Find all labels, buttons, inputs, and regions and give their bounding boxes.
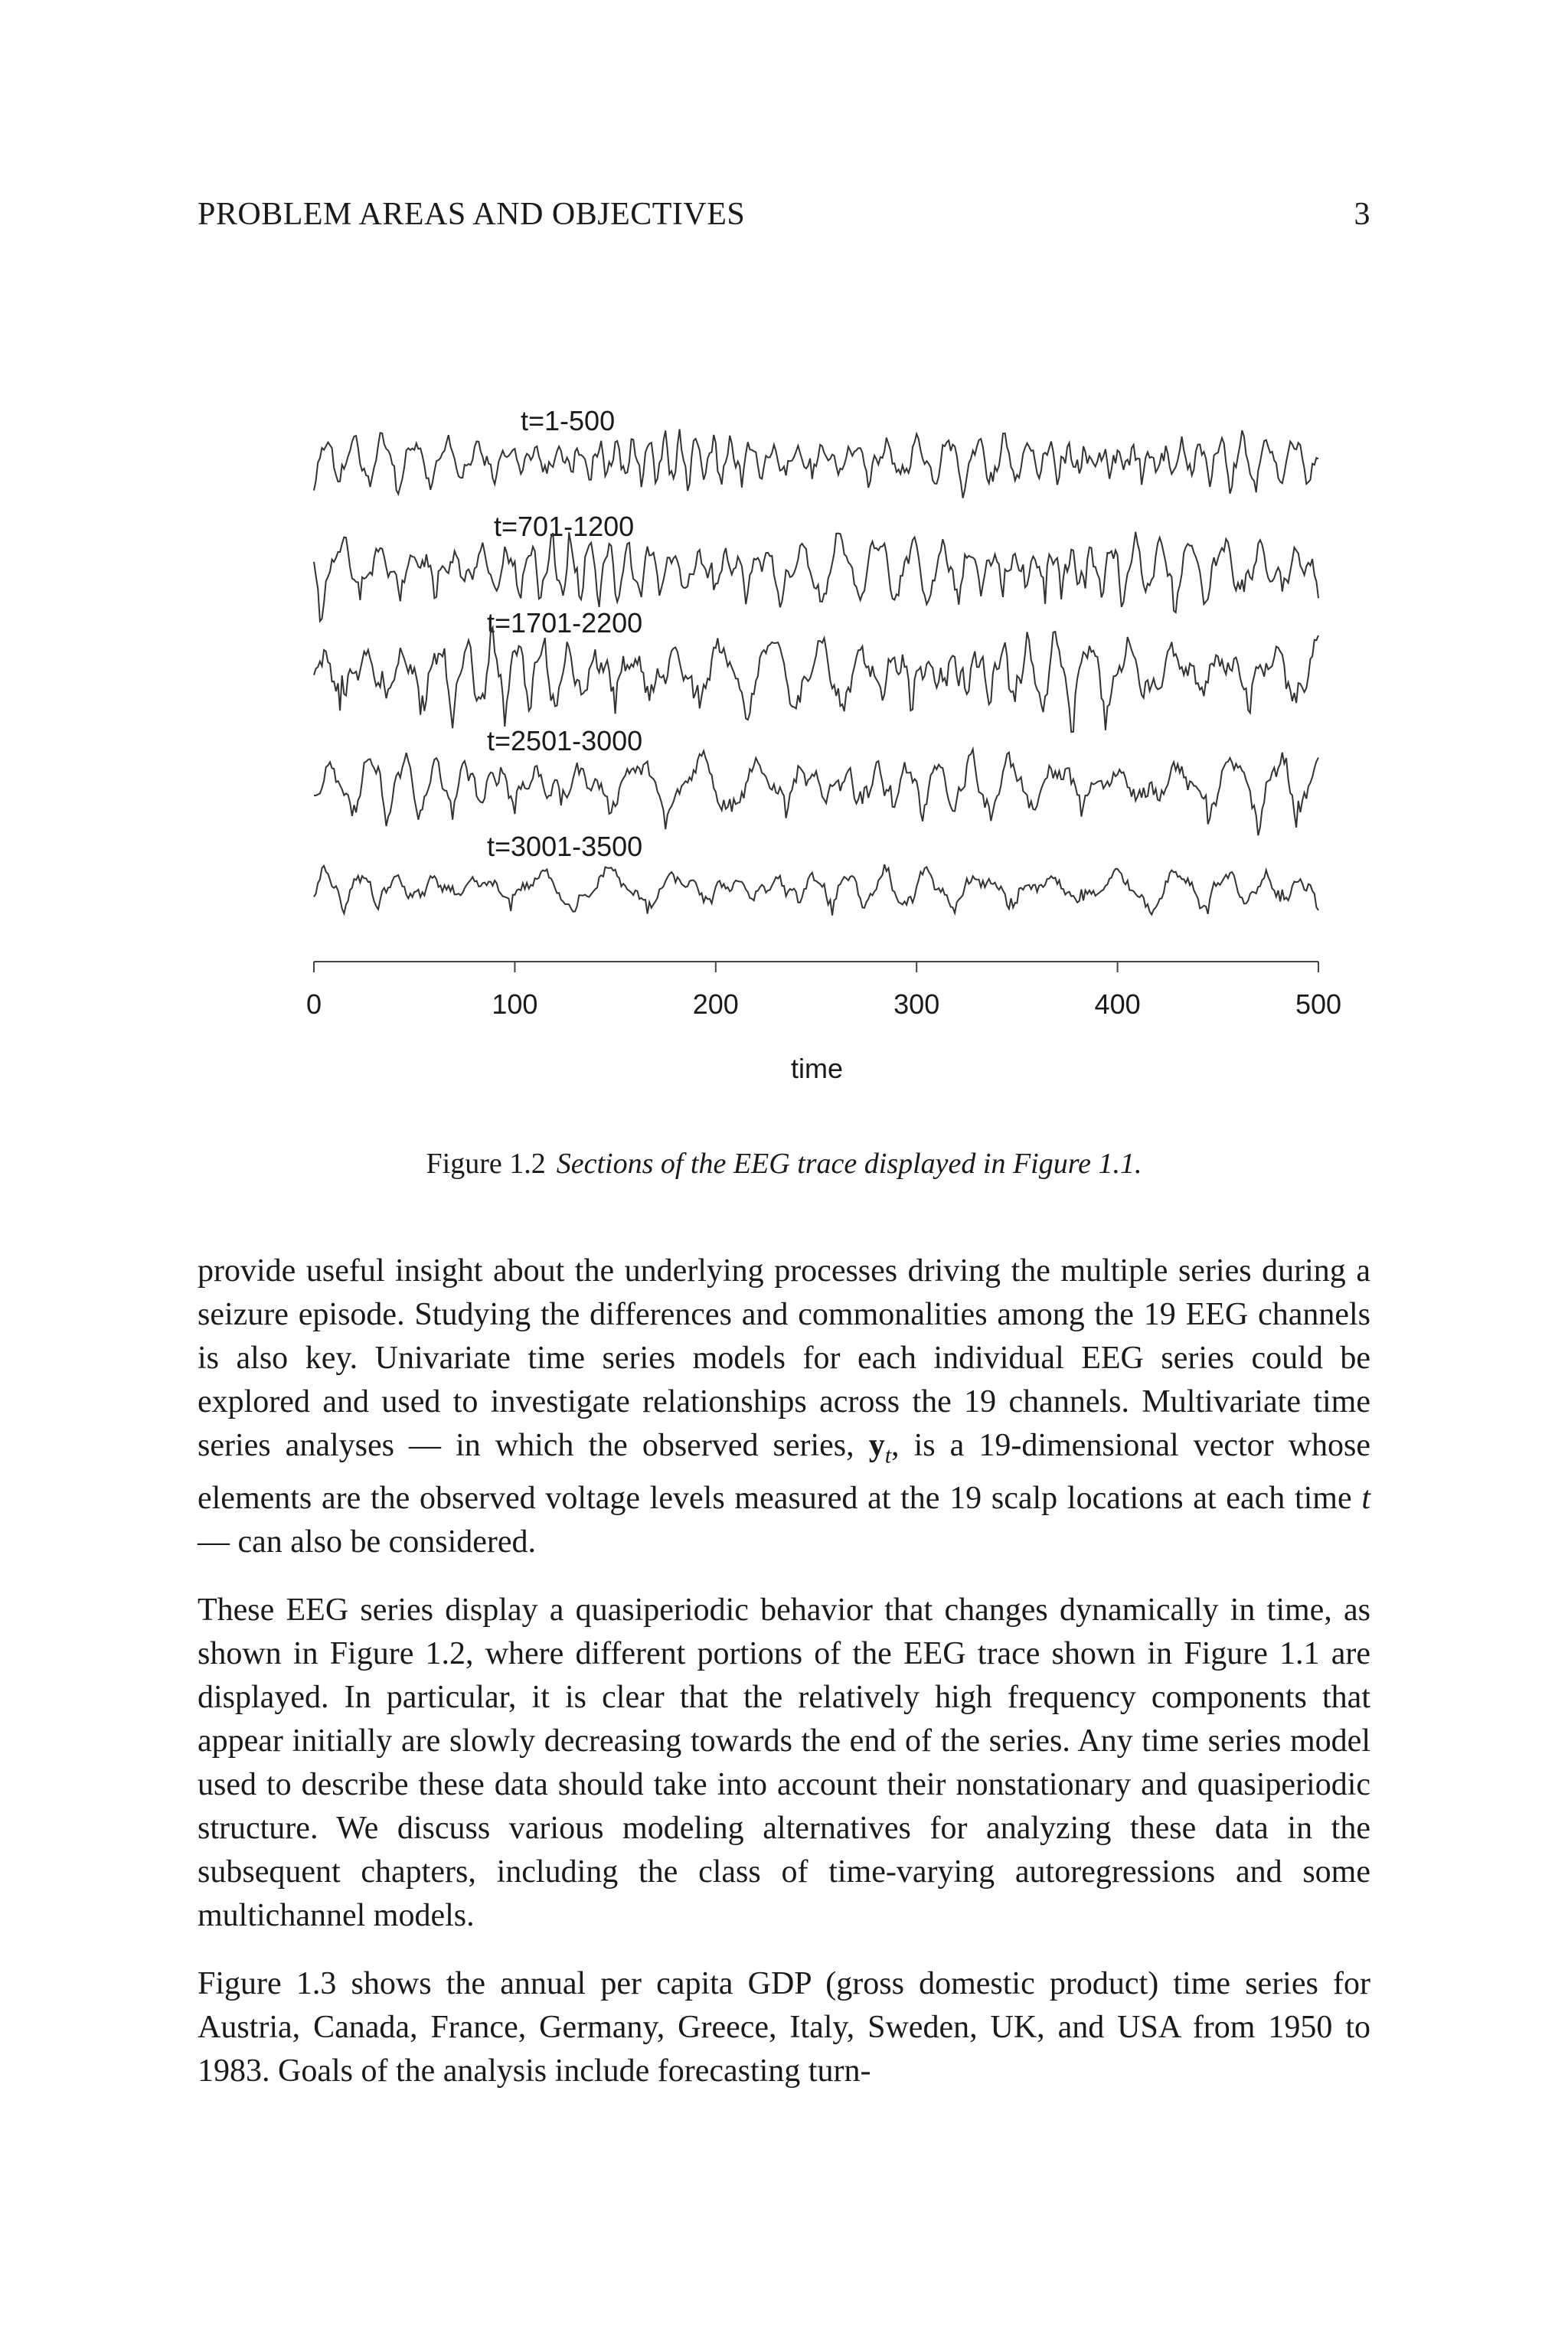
running-head-title: PROBLEM AREAS AND OBJECTIVES xyxy=(198,197,746,232)
paragraph-3: Figure 1.3 shows the annual per capita GDP (gross domestic product) time series for Austria, Canada, France, Germany, Greece, Italy, Sweden, UK, and USA from 1950 to 1983. Goals of the analysis include forecasting turn- xyxy=(198,1966,1370,2089)
figure-label: Figure 1.2 xyxy=(426,1148,546,1180)
x-tick-label: 400 xyxy=(1094,988,1141,1020)
trace-label: t=701-1200 xyxy=(494,511,635,542)
page-number: 3 xyxy=(1354,197,1370,232)
eeg-figure xyxy=(0,0,1568,1118)
paragraph-1-part-c: — can also be considered. xyxy=(198,1524,537,1560)
eeg-trace-line xyxy=(314,430,1318,498)
subscript-t: t xyxy=(884,1442,892,1468)
eeg-trace-line xyxy=(314,864,1318,916)
paragraph-1-part-a: provide useful insight about the underlying processes driving the multiple series during a seizure episode. Studying the differences and commonalities among the 19 EEG channels is also key. Univariate time series models for each individual EEG series could be explored and used to investigate relationships across the 19 channels. Multivariate time series analyses — in which the observed series, xyxy=(198,1253,1370,1463)
x-axis-label: time xyxy=(790,1053,844,1084)
eeg-trace-line xyxy=(314,628,1318,733)
x-tick-label: 200 xyxy=(692,988,739,1020)
trace-label: t=3001-3500 xyxy=(487,831,643,862)
x-tick-label: 500 xyxy=(1295,988,1342,1020)
trace-group xyxy=(314,405,1318,916)
eeg-trace-line xyxy=(314,750,1318,836)
x-axis xyxy=(306,962,1341,1020)
paragraph-1-part-b: , is a 19-dimensional vector whose elements are the observed voltage levels measured at the 19 scalp locations at each time xyxy=(198,1428,1371,1517)
trace-label: t=2501-3000 xyxy=(487,725,643,756)
trace-label: t=1-500 xyxy=(521,405,616,436)
eeg-trace-line xyxy=(314,532,1318,622)
x-tick-label: 0 xyxy=(305,988,322,1020)
paragraph-1 xyxy=(198,1250,1370,1564)
trace-label: t=1701-2200 xyxy=(487,607,643,639)
vector-y-symbol: y xyxy=(868,1428,885,1463)
paragraph-2: These EEG series display a quasiperiodic behavior that changes dynamically in time, as shown in Figure 1.2, where different portions of the EEG trace shown in Figure 1.1 are displayed. In particular, it is clear that the relatively high frequency components that appear initially are slowly decreasing towards the end of the series. Any time series model used to describe these data should take into account their nonstationary and quasiperiodic structure. We discuss various modeling alternatives for analyzing these data in the subsequent chapters, including the class of time-varying autoregressions and some multichannel models. xyxy=(198,1592,1370,1934)
x-tick-label: 100 xyxy=(492,988,538,1020)
body-text xyxy=(198,1250,1370,2118)
time-symbol-t: t xyxy=(1361,1481,1370,1517)
figure-caption-text: Sections of the EEG trace displayed in Figure 1.1. xyxy=(556,1148,1142,1180)
x-tick-label: 300 xyxy=(893,988,940,1020)
figure-caption xyxy=(0,1147,1568,1181)
